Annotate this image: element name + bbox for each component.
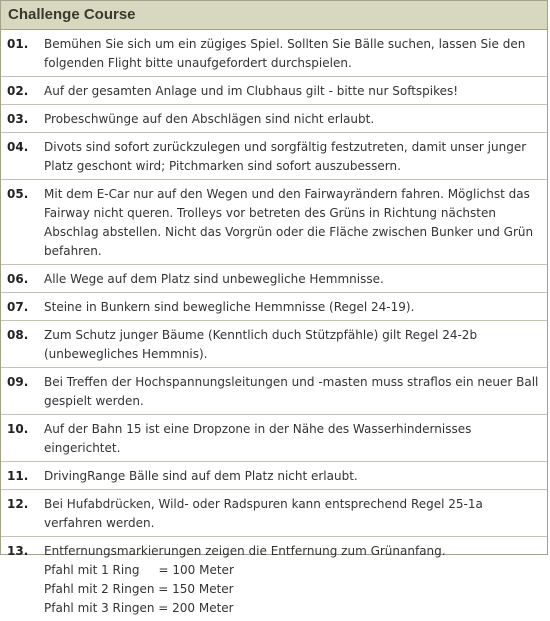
rule-text: Zum Schutz junger Bäume (Kenntlich duch Stützpfähle) gilt Regel 24-2b (unbewegliches Hemmnis).	[42, 321, 547, 368]
rule-text: Steine in Bunkern sind bewegliche Hemmnisse (Regel 24-19).	[42, 293, 547, 321]
rule-number: 09.	[1, 368, 42, 415]
rule-number: 13.	[1, 537, 42, 621]
distance-marker-2-rings: Pfahl mit 2 Ringen = 150 Meter	[44, 580, 539, 599]
rule-row	[1, 490, 547, 537]
rule-text-block	[42, 537, 547, 621]
rule-row	[1, 321, 547, 368]
rule-row	[1, 265, 547, 293]
rule-text: Bemühen Sie sich um ein zügiges Spiel. Sollten Sie Bälle suchen, lassen Sie den folgenden Flight bitte unaufgefordert durchspielen.	[42, 30, 547, 77]
rule-row	[1, 537, 547, 621]
rule-text: Mit dem E-Car nur auf den Wegen und den Fairwayrändern fahren. Möglichst das Fairway nicht queren. Trolleys vor betreten des Grüns in Richtung nächsten Abschlag abstellen. Nicht das Vorgrün oder die Fläche zwischen Bunker und Grün befahren.	[42, 180, 547, 265]
rule-row	[1, 368, 547, 415]
rule-row	[1, 133, 547, 180]
rule-row	[1, 415, 547, 462]
distance-marker-1-ring: Pfahl mit 1 Ring = 100 Meter	[44, 561, 539, 580]
rule-number: 11.	[1, 462, 42, 490]
rule-row	[1, 180, 547, 265]
rule-number: 12.	[1, 490, 42, 537]
rule-row	[1, 30, 547, 77]
rules-table	[1, 30, 547, 621]
rule-text: Divots sind sofort zurückzulegen und sorgfältig festzutreten, damit unser junger Platz geschont wird; Pitchmarken sind sofort auszubessern.	[42, 133, 547, 180]
rule-text: DrivingRange Bälle sind auf dem Platz nicht erlaubt.	[42, 462, 547, 490]
rule-row	[1, 293, 547, 321]
rule-number: 10.	[1, 415, 42, 462]
rule-text: Auf der gesamten Anlage und im Clubhaus gilt - bitte nur Softspikes!	[42, 77, 547, 105]
rule-number: 06.	[1, 265, 42, 293]
rule-text: Bei Treffen der Hochspannungsleitungen und -masten muss straflos ein neuer Ball gespielt werden.	[42, 368, 547, 415]
panel-title: Challenge Course	[1, 1, 547, 30]
rule-number: 01.	[1, 30, 42, 77]
rule-number: 02.	[1, 77, 42, 105]
distance-marker-3-rings: Pfahl mit 3 Ringen = 200 Meter	[44, 599, 539, 618]
rule-row	[1, 77, 547, 105]
rule-number: 08.	[1, 321, 42, 368]
rule-number: 07.	[1, 293, 42, 321]
rule-text: Entfernungsmarkierungen zeigen die Entfernung zum Grünanfang.	[44, 542, 539, 561]
rule-text: Alle Wege auf dem Platz sind unbewegliche Hemmnisse.	[42, 265, 547, 293]
rule-text: Auf der Bahn 15 ist eine Dropzone in der Nähe des Wasserhindernisses eingerichtet.	[42, 415, 547, 462]
rule-row	[1, 462, 547, 490]
rule-text: Bei Hufabdrücken, Wild- oder Radspuren kann entsprechend Regel 25-1a verfahren werden.	[42, 490, 547, 537]
rule-number: 04.	[1, 133, 42, 180]
rule-number: 05.	[1, 180, 42, 265]
rule-number: 03.	[1, 105, 42, 133]
rule-row	[1, 105, 547, 133]
rule-text: Probeschwünge auf den Abschlägen sind nicht erlaubt.	[42, 105, 547, 133]
